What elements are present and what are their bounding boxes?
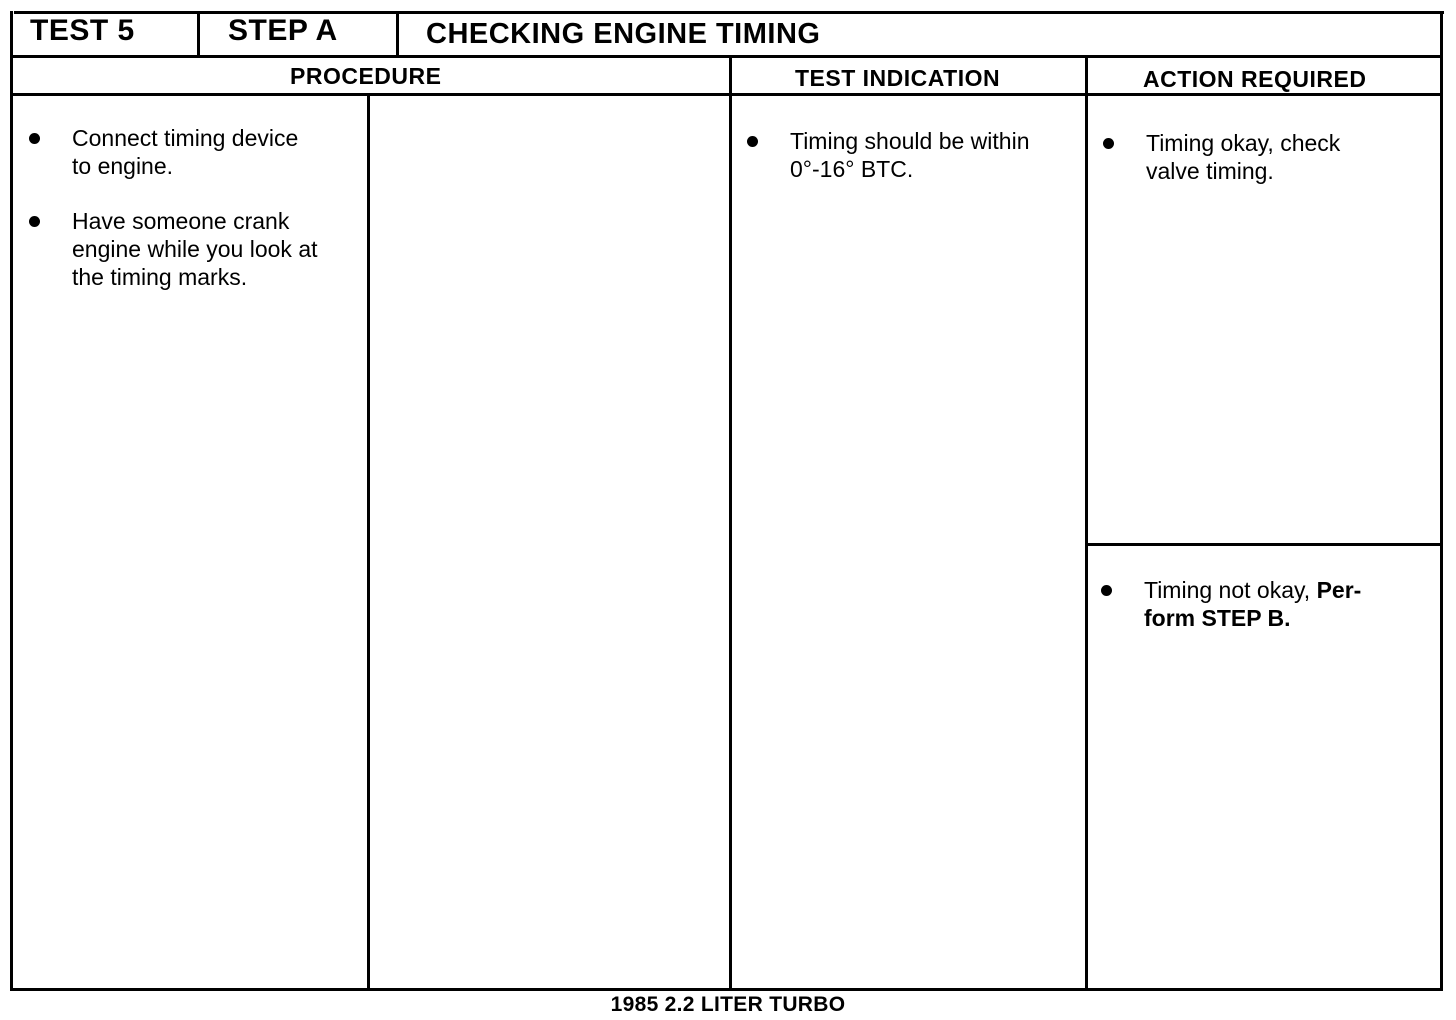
test-indication-column-header: TEST INDICATION <box>795 65 1001 91</box>
action-not-okay-plain: Timing not okay, <box>1144 577 1317 603</box>
step-label: STEP A <box>228 14 338 47</box>
action-okay-item <box>1100 129 1435 185</box>
bullet-icon <box>1101 585 1112 596</box>
bullet-icon <box>747 136 758 147</box>
header-bottom-rule <box>12 55 1443 58</box>
test-title: CHECKING ENGINE TIMING <box>426 18 821 50</box>
procedure-item <box>26 124 366 180</box>
test-action-divider <box>1085 57 1088 990</box>
procedure-item-line: Connect timing device <box>72 125 299 151</box>
header-divider-step-title <box>396 11 399 57</box>
bullet-icon <box>29 133 40 144</box>
frame-bottom-border <box>10 988 1443 991</box>
frame-left-border <box>10 11 13 991</box>
procedure-inner-divider <box>367 95 370 990</box>
test-indication-item <box>744 127 1084 183</box>
action-okay-line: valve timing. <box>1146 158 1274 184</box>
frame-right-border <box>1440 11 1443 991</box>
procedure-item-line: Have someone crank <box>72 208 290 234</box>
page-footer: 1985 2.2 LITER TURBO <box>610 993 846 1016</box>
action-not-okay-step-ref: form STEP B. <box>1144 605 1291 631</box>
bullet-icon <box>29 216 40 227</box>
procedure-column-header: PROCEDURE <box>290 63 442 89</box>
procedure-test-divider <box>729 57 732 990</box>
action-split-rule <box>1087 543 1442 546</box>
action-okay-block <box>1100 129 1435 212</box>
header-divider-test-step <box>197 11 200 57</box>
test-indication-line: Timing should be within <box>790 128 1030 154</box>
action-not-okay-line <box>1144 576 1438 604</box>
procedure-item <box>26 207 366 291</box>
action-not-okay-bold: Per- <box>1316 577 1362 603</box>
action-not-okay-block <box>1098 576 1438 659</box>
procedure-list <box>26 124 366 318</box>
action-okay-line: Timing okay, check <box>1146 130 1341 156</box>
procedure-item-line: the timing marks. <box>72 264 248 290</box>
test-number-label: TEST 5 <box>30 14 135 47</box>
bullet-icon <box>1103 138 1114 149</box>
column-header-bottom-rule <box>12 93 1443 96</box>
test-indication-line: 0°-16° BTC. <box>790 156 914 182</box>
action-not-okay-item <box>1098 576 1438 632</box>
procedure-item-line: engine while you look at <box>72 236 318 262</box>
procedure-item-line: to engine. <box>72 153 174 179</box>
action-required-column-header: ACTION REQUIRED <box>1143 66 1367 92</box>
test-indication-list <box>744 127 1084 210</box>
